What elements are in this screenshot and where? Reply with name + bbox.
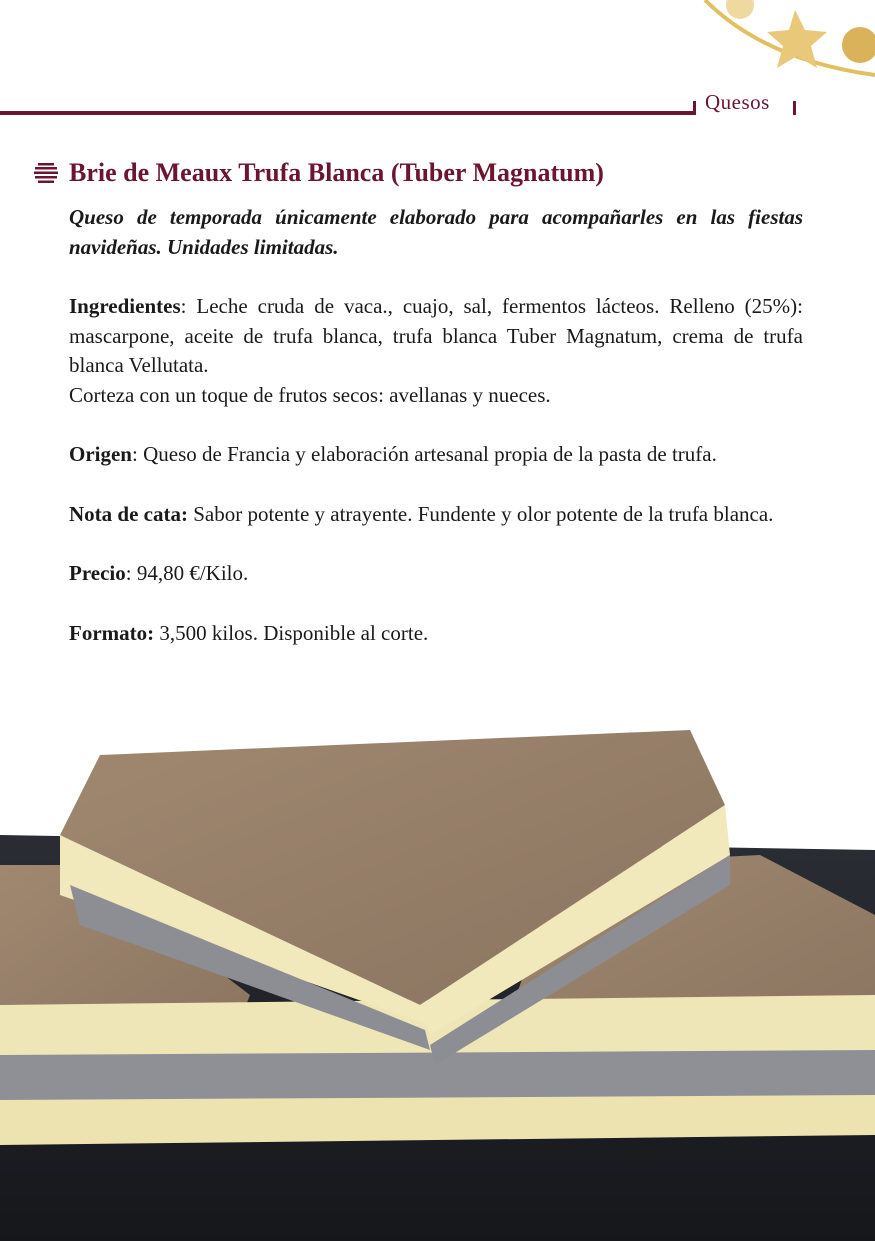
format-label: Formato:	[69, 620, 155, 645]
ingredients-text: : Leche cruda de vaca., cuajo, sal, fermentos lácteos. Relleno (25%): mascarpone, aceite de trufa blanca, trufa blanca Tuber Magnatum, crema de trufa blanca Vellutata.	[69, 294, 803, 377]
bullet-icon	[34, 162, 60, 184]
header-divider	[793, 101, 796, 115]
header-divider	[693, 101, 696, 115]
product-title: Brie de Meaux Trufa Blanca (Tuber Magnatum)	[69, 158, 604, 187]
price-label: Precio	[69, 561, 126, 585]
product-lead: Queso de temporada únicamente elaborado para acompañarles en las fiestas navideñas. Unidades limitadas.	[69, 205, 803, 259]
section-title: Quesos	[705, 90, 770, 114]
product-description	[69, 203, 803, 678]
cheese-photo	[0, 715, 875, 1241]
christmas-star-decoration	[645, 0, 875, 95]
origin-label: Origen	[69, 442, 132, 466]
tasting-label: Nota de cata:	[69, 501, 188, 526]
tasting-text: Sabor potente y atrayente. Fundente y olor potente de la trufa blanca.	[187, 501, 774, 526]
header-rule	[0, 111, 693, 115]
format-text: 3,500 kilos. Disponible al corte.	[154, 620, 429, 645]
ingredients-extra: Corteza con un toque de frutos secos: avellanas y nueces.	[69, 382, 551, 407]
price-text: : 94,80 €/Kilo.	[125, 561, 249, 585]
origin-text: : Queso de Francia y elaboración artesanal propia de la pasta de trufa.	[132, 442, 717, 466]
ingredients-label: Ingredientes	[69, 294, 181, 318]
product-heading	[34, 158, 604, 188]
